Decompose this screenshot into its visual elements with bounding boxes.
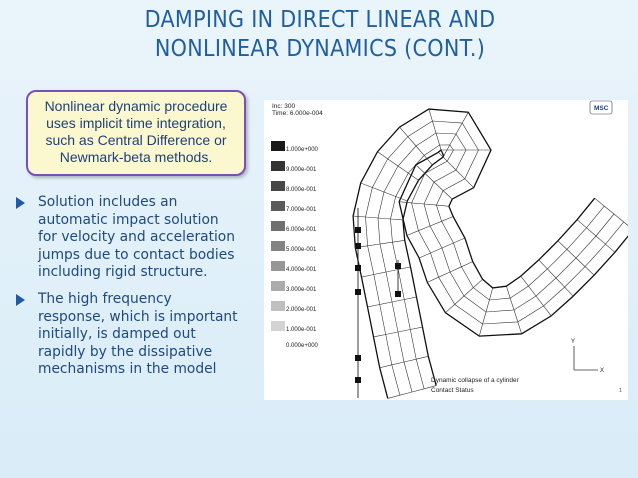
legend-label: 6.000e-001	[286, 227, 317, 233]
x-axis-label: X	[600, 368, 605, 374]
legend-swatch	[271, 161, 285, 171]
mesh-transverse-line	[374, 327, 423, 337]
legend-label: 1.000e-001	[286, 327, 317, 333]
mesh-transverse-line	[419, 238, 465, 258]
callout-box	[26, 90, 246, 176]
figure-subcaption: Contact Status	[431, 387, 474, 394]
callout-line-1: Nonlinear dynamic procedure	[44, 98, 228, 114]
legend-swatch	[271, 321, 285, 331]
contact-node-marker	[355, 355, 361, 361]
mesh-longitudinal-line	[378, 133, 614, 392]
legend-label: 8.000e-001	[286, 187, 317, 193]
legend-label: 9.000e-001	[286, 167, 317, 173]
legend-swatch	[271, 181, 285, 191]
mesh-transverse-line	[521, 276, 551, 316]
title-line-2: NONLINEAR DYNAMICS (CONT.)	[154, 36, 486, 62]
callout-line-2: uses implicit time integration,	[46, 115, 226, 131]
contact-node-marker	[355, 227, 361, 233]
legend-label: 1.000e+000	[286, 147, 318, 153]
callout-line-3: such as Central Difference or	[45, 132, 227, 148]
bullet-line: rapidly by the dissipative	[38, 343, 213, 360]
bullet-item	[16, 291, 260, 379]
legend-swatch	[271, 201, 285, 211]
mesh-transverse-line	[407, 217, 453, 236]
bullet-line: for velocity and acceleration	[38, 229, 235, 246]
inc-label: Inc: 300	[272, 103, 296, 110]
legend-swatch	[271, 301, 285, 311]
legend-label: 5.000e-001	[286, 247, 317, 253]
contact-node-marker	[395, 291, 401, 297]
bullet-list	[16, 194, 260, 388]
callout-line-4: Newmark-beta methods.	[59, 149, 213, 165]
title-line-1: DAMPING IN DIRECT LINEAR AND	[144, 7, 496, 33]
rigid-walls	[355, 208, 401, 398]
mesh-transverse-line	[388, 386, 436, 399]
mesh-boundary-line	[399, 150, 628, 386]
mesh-transverse-line	[361, 183, 408, 201]
mesh-transverse-line	[539, 260, 573, 296]
mesh-transverse-line	[577, 220, 615, 253]
mesh-longitudinal-line	[391, 145, 624, 389]
simulation-svg	[264, 100, 628, 400]
bullet-arrow-icon	[16, 294, 25, 306]
bullet-line: Solution includes an	[38, 194, 178, 210]
contact-node-marker	[355, 243, 361, 249]
mesh-transverse-line	[558, 241, 594, 275]
logo-text: MSC	[594, 105, 609, 112]
color-legend	[271, 141, 319, 349]
contact-node-marker	[395, 263, 401, 269]
bullet-item	[16, 194, 260, 282]
legend-label: 3.000e-001	[286, 287, 317, 293]
mesh-transverse-line	[438, 152, 473, 187]
mesh-transverse-line	[368, 297, 417, 307]
contact-node-marker	[355, 377, 361, 383]
mesh-transverse-line	[595, 198, 628, 230]
bullet-arrow-icon	[16, 197, 25, 209]
mesh-transverse-line	[506, 286, 521, 334]
mesh-transverse-line	[444, 112, 469, 156]
contact-node-marker	[355, 289, 361, 295]
figure-caption: Dynamic collapse of a cylinder	[431, 377, 519, 384]
deformed-mesh	[353, 109, 628, 398]
page-number: 1	[619, 388, 623, 394]
mesh-boundary-line	[353, 109, 595, 398]
bullet-line: The high frequency	[38, 290, 172, 307]
mesh-transverse-line	[400, 127, 433, 165]
legend-label: 0.000e+000	[286, 343, 318, 349]
legend-swatch	[271, 221, 285, 231]
bullet-line: initially, is damped out	[38, 326, 196, 343]
slide-title	[110, 6, 530, 64]
legend-label: 7.000e-001	[286, 207, 317, 213]
mesh-transverse-line	[362, 267, 411, 277]
msc-logo	[590, 101, 612, 114]
contact-node-marker	[355, 265, 361, 271]
bullet-line: automatic impact solution	[38, 211, 219, 228]
bullet-line: response, which is important	[38, 308, 238, 325]
simulation-figure	[264, 100, 628, 400]
axis-triad	[571, 339, 604, 374]
legend-label: 4.000e-001	[286, 267, 317, 273]
mesh-transverse-line	[380, 356, 429, 367]
legend-swatch	[271, 141, 285, 151]
y-axis-label: Y	[571, 339, 576, 345]
bullet-line: mechanisms in the model	[38, 361, 217, 378]
legend-label: 2.000e-001	[286, 307, 317, 313]
bullet-line: jumps due to contact bodies	[38, 246, 235, 263]
mesh-transverse-line	[479, 288, 492, 336]
bullet-line: including rigid structure.	[38, 264, 208, 281]
legend-swatch	[271, 281, 285, 291]
legend-swatch	[271, 261, 285, 271]
mesh-transverse-line	[445, 279, 482, 312]
legend-swatch	[271, 241, 285, 251]
time-label: Time: 6.000e-004	[272, 110, 323, 117]
